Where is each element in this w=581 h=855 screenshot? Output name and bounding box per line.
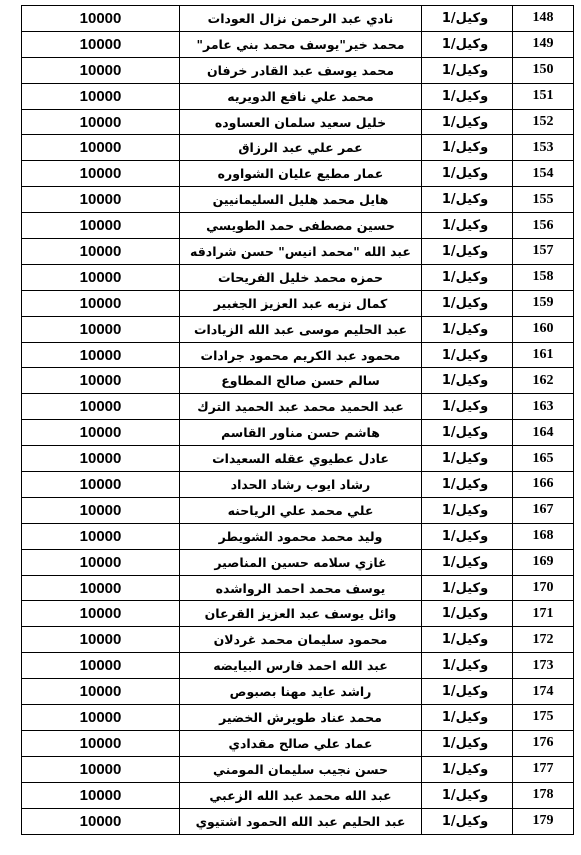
table-row: [22, 342, 574, 368]
row-number-cell: 152: [513, 109, 574, 135]
names-table: [21, 5, 574, 835]
row-number-cell: 159: [513, 290, 574, 316]
row-number-cell: 156: [513, 213, 574, 239]
name-cell: حسين مصطفى حمد الطويسي: [180, 213, 422, 239]
table-row: [22, 290, 574, 316]
amount-cell: 10000: [22, 549, 180, 575]
name-cell: عماد علي صالح مقدادي: [180, 730, 422, 756]
table-row: [22, 31, 574, 57]
table-row: [22, 808, 574, 834]
rank-cell: وكيل/1: [422, 679, 513, 705]
name-cell: محمد يوسف عبد القادر خرفان: [180, 57, 422, 83]
table-row: [22, 756, 574, 782]
table-row: [22, 782, 574, 808]
row-number-cell: 167: [513, 497, 574, 523]
row-number-cell: 175: [513, 705, 574, 731]
table-row: [22, 549, 574, 575]
row-number-cell: 172: [513, 627, 574, 653]
amount-cell: 10000: [22, 394, 180, 420]
row-number-cell: 177: [513, 756, 574, 782]
row-number-cell: 148: [513, 6, 574, 32]
row-number-cell: 162: [513, 368, 574, 394]
row-number-cell: 151: [513, 83, 574, 109]
amount-cell: 10000: [22, 730, 180, 756]
rank-cell: وكيل/1: [422, 394, 513, 420]
table-row: [22, 705, 574, 731]
name-cell: يوسف محمد احمد الرواشده: [180, 575, 422, 601]
row-number-cell: 163: [513, 394, 574, 420]
row-number-cell: 154: [513, 161, 574, 187]
name-cell: محمود سليمان محمد غردلان: [180, 627, 422, 653]
amount-cell: 10000: [22, 316, 180, 342]
row-number-cell: 171: [513, 601, 574, 627]
rank-cell: وكيل/1: [422, 161, 513, 187]
name-cell: وائل يوسف عبد العزيز القرعان: [180, 601, 422, 627]
amount-cell: 10000: [22, 472, 180, 498]
table-row: [22, 109, 574, 135]
rank-cell: وكيل/1: [422, 730, 513, 756]
name-cell: نادي عبد الرحمن نزال العودات: [180, 6, 422, 32]
amount-cell: 10000: [22, 523, 180, 549]
table-row: [22, 523, 574, 549]
name-cell: عبد الله "محمد انيس" حسن شرادقه: [180, 239, 422, 265]
amount-cell: 10000: [22, 808, 180, 834]
row-number-cell: 157: [513, 239, 574, 265]
row-number-cell: 166: [513, 472, 574, 498]
table-row: [22, 601, 574, 627]
row-number-cell: 160: [513, 316, 574, 342]
amount-cell: 10000: [22, 679, 180, 705]
row-number-cell: 153: [513, 135, 574, 161]
table-row: [22, 213, 574, 239]
name-cell: محمد عناد طويرش الخضير: [180, 705, 422, 731]
name-cell: علي محمد علي الرياحنه: [180, 497, 422, 523]
name-cell: عمار مطيع عليان الشواوره: [180, 161, 422, 187]
table-row: [22, 575, 574, 601]
amount-cell: 10000: [22, 756, 180, 782]
table-row: [22, 446, 574, 472]
table-row: [22, 497, 574, 523]
name-cell: عمر علي عبد الرزاق: [180, 135, 422, 161]
name-cell: حسن نجيب سليمان المومني: [180, 756, 422, 782]
name-cell: محمود عبد الكريم محمود جرادات: [180, 342, 422, 368]
row-number-cell: 165: [513, 446, 574, 472]
amount-cell: 10000: [22, 575, 180, 601]
rank-cell: وكيل/1: [422, 187, 513, 213]
rank-cell: وكيل/1: [422, 264, 513, 290]
rank-cell: وكيل/1: [422, 446, 513, 472]
amount-cell: 10000: [22, 342, 180, 368]
rank-cell: وكيل/1: [422, 135, 513, 161]
amount-cell: 10000: [22, 420, 180, 446]
rank-cell: وكيل/1: [422, 653, 513, 679]
row-number-cell: 164: [513, 420, 574, 446]
name-cell: وليد محمد محمود الشويطر: [180, 523, 422, 549]
rank-cell: وكيل/1: [422, 705, 513, 731]
rank-cell: وكيل/1: [422, 6, 513, 32]
table-row: [22, 83, 574, 109]
table-row: [22, 6, 574, 32]
rank-cell: وكيل/1: [422, 57, 513, 83]
table-row: [22, 187, 574, 213]
amount-cell: 10000: [22, 627, 180, 653]
name-cell: عبد الحميد محمد عبد الحميد الترك: [180, 394, 422, 420]
amount-cell: 10000: [22, 213, 180, 239]
name-cell: رشاد ايوب رشاد الحداد: [180, 472, 422, 498]
table-row: [22, 420, 574, 446]
name-cell: عبد الله محمد عبد الله الزعبي: [180, 782, 422, 808]
name-cell: محمد خير"يوسف محمد بني عامر": [180, 31, 422, 57]
name-cell: عادل عطيوي عقله السعيدات: [180, 446, 422, 472]
table-row: [22, 472, 574, 498]
amount-cell: 10000: [22, 187, 180, 213]
name-cell: عبد الله احمد فارس البيايضه: [180, 653, 422, 679]
rank-cell: وكيل/1: [422, 627, 513, 653]
amount-cell: 10000: [22, 239, 180, 265]
name-cell: محمد علي نافع الدويريه: [180, 83, 422, 109]
amount-cell: 10000: [22, 135, 180, 161]
row-number-cell: 149: [513, 31, 574, 57]
row-number-cell: 161: [513, 342, 574, 368]
row-number-cell: 150: [513, 57, 574, 83]
amount-cell: 10000: [22, 782, 180, 808]
row-number-cell: 176: [513, 730, 574, 756]
rank-cell: وكيل/1: [422, 290, 513, 316]
rank-cell: وكيل/1: [422, 213, 513, 239]
name-cell: عبد الحليم عبد الله الحمود اشتيوي: [180, 808, 422, 834]
table-row: [22, 57, 574, 83]
rank-cell: وكيل/1: [422, 31, 513, 57]
rank-cell: وكيل/1: [422, 549, 513, 575]
rank-cell: وكيل/1: [422, 472, 513, 498]
table-row: [22, 394, 574, 420]
table-row: [22, 653, 574, 679]
name-cell: خليل سعيد سلمان العساوده: [180, 109, 422, 135]
rank-cell: وكيل/1: [422, 368, 513, 394]
rank-cell: وكيل/1: [422, 575, 513, 601]
table-row: [22, 135, 574, 161]
table-body: [22, 6, 574, 835]
table-row: [22, 679, 574, 705]
rank-cell: وكيل/1: [422, 497, 513, 523]
amount-cell: 10000: [22, 161, 180, 187]
row-number-cell: 168: [513, 523, 574, 549]
amount-cell: 10000: [22, 109, 180, 135]
amount-cell: 10000: [22, 497, 180, 523]
rank-cell: وكيل/1: [422, 239, 513, 265]
rank-cell: وكيل/1: [422, 523, 513, 549]
row-number-cell: 169: [513, 549, 574, 575]
name-cell: عبد الحليم موسى عبد الله الزيادات: [180, 316, 422, 342]
amount-cell: 10000: [22, 264, 180, 290]
amount-cell: 10000: [22, 601, 180, 627]
amount-cell: 10000: [22, 83, 180, 109]
name-cell: راشد عايد مهنا بصبوص: [180, 679, 422, 705]
row-number-cell: 170: [513, 575, 574, 601]
rank-cell: وكيل/1: [422, 601, 513, 627]
amount-cell: 10000: [22, 6, 180, 32]
rank-cell: وكيل/1: [422, 782, 513, 808]
amount-cell: 10000: [22, 446, 180, 472]
rank-cell: وكيل/1: [422, 316, 513, 342]
row-number-cell: 178: [513, 782, 574, 808]
row-number-cell: 173: [513, 653, 574, 679]
rank-cell: وكيل/1: [422, 808, 513, 834]
table-row: [22, 239, 574, 265]
name-cell: هايل محمد هليل السليمانيين: [180, 187, 422, 213]
row-number-cell: 179: [513, 808, 574, 834]
amount-cell: 10000: [22, 368, 180, 394]
name-cell: كمال نزيه عبد العزيز الجغبير: [180, 290, 422, 316]
table-row: [22, 627, 574, 653]
amount-cell: 10000: [22, 290, 180, 316]
name-cell: هاشم حسن مناور القاسم: [180, 420, 422, 446]
rank-cell: وكيل/1: [422, 83, 513, 109]
amount-cell: 10000: [22, 705, 180, 731]
rank-cell: وكيل/1: [422, 109, 513, 135]
amount-cell: 10000: [22, 653, 180, 679]
row-number-cell: 174: [513, 679, 574, 705]
rank-cell: وكيل/1: [422, 756, 513, 782]
table-row: [22, 316, 574, 342]
rank-cell: وكيل/1: [422, 342, 513, 368]
row-number-cell: 155: [513, 187, 574, 213]
row-number-cell: 158: [513, 264, 574, 290]
rank-cell: وكيل/1: [422, 420, 513, 446]
name-cell: سالم حسن صالح المطاوع: [180, 368, 422, 394]
amount-cell: 10000: [22, 31, 180, 57]
table-row: [22, 264, 574, 290]
name-cell: غازي سلامه حسين المناصير: [180, 549, 422, 575]
table-row: [22, 368, 574, 394]
name-cell: حمزه محمد خليل الفريحات: [180, 264, 422, 290]
amount-cell: 10000: [22, 57, 180, 83]
table-row: [22, 161, 574, 187]
table-row: [22, 730, 574, 756]
